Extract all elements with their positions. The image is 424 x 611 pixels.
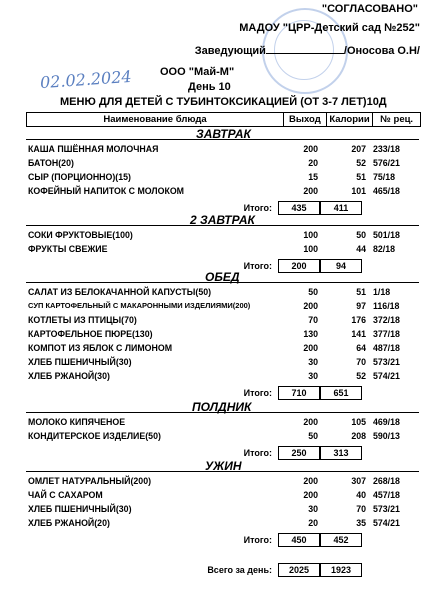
menu-row [28,431,420,443]
dish-name: СОКИ ФРУКТОВЫЕ(100) [28,230,133,240]
menu-row [28,504,420,516]
dish-weight: 100 [303,244,318,254]
dish-kcal: 52 [356,158,366,168]
menu-row [28,476,420,488]
section-divider [26,139,419,140]
dish-weight: 200 [303,343,318,353]
dish-name: КАША ПШЁННАЯ МОЛОЧНАЯ [28,144,159,154]
dish-kcal: 40 [356,490,366,500]
total-kcal: 411 [320,201,362,215]
dish-weight: 20 [308,158,318,168]
director-line [195,45,420,57]
dish-weight: 200 [303,301,318,311]
dish-kcal: 101 [351,186,366,196]
dish-weight: 30 [308,371,318,381]
menu-row [28,518,420,530]
dish-rec: 75/18 [373,172,396,182]
total-label: Итого: [243,261,272,271]
dish-weight: 30 [308,357,318,367]
menu-row [28,230,420,242]
menu-row [28,371,420,383]
total-weight: 450 [278,533,320,547]
dish-kcal: 207 [351,144,366,154]
dish-weight: 50 [308,287,318,297]
dish-kcal: 141 [351,329,366,339]
total-weight: 435 [278,201,320,215]
menu-row [28,287,420,299]
menu-row [28,490,420,502]
dish-rec: 573/21 [373,357,400,367]
dish-kcal: 64 [356,343,366,353]
section-divider [26,225,419,226]
dish-weight: 70 [308,315,318,325]
dish-name: ХЛЕБ РЖАНОЙ(30) [28,371,110,381]
dish-name: КОТЛЕТЫ ИЗ ПТИЦЫ(70) [28,315,137,325]
total-weight: 710 [278,386,320,400]
dish-rec: 501/18 [373,230,400,240]
dish-rec: 268/18 [373,476,400,486]
dish-name: КОНДИТЕРСКОЕ ИЗДЕЛИЕ(50) [28,431,161,441]
dish-rec: 487/18 [373,343,400,353]
dish-rec: 469/18 [373,417,400,427]
section-divider [26,412,419,413]
menu-row [28,343,420,355]
dish-name: МОЛОКО КИПЯЧЕНОЕ [28,417,126,427]
total-kcal: 651 [320,386,362,400]
dish-kcal: 70 [356,504,366,514]
menu-row [28,186,420,198]
dish-kcal: 105 [351,417,366,427]
meal-total [200,446,370,460]
dish-weight: 200 [303,186,318,196]
dish-weight: 50 [308,431,318,441]
dish-kcal: 176 [351,315,366,325]
dish-rec: 465/18 [373,186,400,196]
dish-rec: 573/21 [373,504,400,514]
meal-title: ПОЛДНИК [192,400,252,414]
meal-total [200,386,370,400]
section-divider [26,471,419,472]
handwritten-date: 02.02.2024 [39,66,133,93]
dish-weight: 100 [303,230,318,240]
dish-kcal: 208 [351,431,366,441]
dish-rec: 590/13 [373,431,400,441]
menu-row [28,244,420,256]
dish-name: ЧАЙ С САХАРОМ [28,490,103,500]
dish-name: КАРТОФЕЛЬНОЕ ПЮРЕ(130) [28,329,153,339]
organization-name: МАДОУ "ЦРР-Детский сад №252" [239,22,420,34]
col-name: Наименование блюда [27,113,284,126]
dish-name: САЛАТ ИЗ БЕЛОКАЧАННОЙ КАПУСТЫ(50) [28,287,212,297]
dish-name: ХЛЕБ ПШЕНИЧНЫЙ(30) [28,504,132,514]
total-label: Итого: [243,388,272,398]
dish-rec: 574/21 [373,371,400,381]
day-total-label: Всего за день: [207,565,272,575]
day-total-weight: 2025 [278,563,320,577]
total-label: Итого: [243,448,272,458]
menu-row [28,144,420,156]
dish-name: СЫР (ПОРЦИОННО)(15) [28,172,131,182]
dish-weight: 130 [303,329,318,339]
dish-kcal: 51 [356,172,366,182]
dish-weight: 200 [303,144,318,154]
approval-label: "СОГЛАСОВАНО" [321,3,418,15]
col-kcal: Калории [327,113,374,126]
dish-rec: 574/21 [373,518,400,528]
dish-rec: 233/18 [373,144,400,154]
dish-weight: 30 [308,504,318,514]
total-kcal: 313 [320,446,362,460]
total-weight: 250 [278,446,320,460]
dish-rec: 457/18 [373,490,400,500]
meal-title: 2 ЗАВТРАК [190,213,255,227]
dish-weight: 200 [303,490,318,500]
director-title: Заведующий [194,45,266,57]
dish-rec: 377/18 [373,329,400,339]
dish-weight: 15 [308,172,318,182]
menu-title: МЕНЮ ДЛЯ ДЕТЕЙ С ТУБИНТОКСИКАЦИЕЙ (ОТ 3-7 ЛЕТ)10Д [60,96,387,108]
menu-row [28,158,420,170]
dish-kcal: 52 [356,371,366,381]
dish-kcal: 50 [356,230,366,240]
col-recipe: № рец. [380,114,414,125]
col-weight: Выход [284,113,327,126]
dish-rec: 116/18 [373,301,400,311]
section-divider [26,282,419,283]
table-header [26,112,421,127]
dish-name: КОФЕЙНЫЙ НАПИТОК С МОЛОКОМ [28,186,184,196]
menu-row [28,357,420,369]
total-kcal: 94 [320,259,362,273]
dish-name: КОМПОТ ИЗ ЯБЛОК С ЛИМОНОМ [28,343,173,353]
dish-kcal: 307 [351,476,366,486]
menu-row [28,329,420,341]
menu-row [28,315,420,327]
meal-title: ОБЕД [205,270,240,284]
dish-weight: 20 [308,518,318,528]
meal-title: ЗАВТРАК [196,127,251,141]
director-name: /Оносова О.Н/ [343,45,420,57]
total-label: Итого: [243,535,272,545]
dish-rec: 82/18 [373,244,396,254]
menu-row [28,417,420,429]
dish-name: ХЛЕБ ПШЕНИЧНЫЙ(30) [28,357,132,367]
dish-name: ОМЛЕТ НАТУРАЛЬНЫЙ(200) [28,476,152,486]
day-total-kcal: 1923 [320,563,362,577]
meal-title: УЖИН [205,459,242,473]
dish-kcal: 97 [356,301,366,311]
dish-kcal: 44 [356,244,366,254]
dish-name: БАТОН(20) [28,158,74,168]
dish-kcal: 51 [356,287,366,297]
dish-rec: 576/21 [373,158,400,168]
company-name: ООО "Май-М" [160,66,235,78]
day-total [200,563,370,577]
dish-name: ХЛЕБ РЖАНОЙ(20) [28,518,110,528]
total-weight: 200 [278,259,320,273]
dish-weight: 200 [303,417,318,427]
dish-weight: 200 [303,476,318,486]
dish-kcal: 70 [356,357,366,367]
total-label: Итого: [243,203,272,213]
dish-name: СУП КАРТОФЕЛЬНЫЙ С МАКАРОННЫМИ ИЗДЕЛИЯМИ(200) [28,301,251,310]
dish-name: ФРУКТЫ СВЕЖИЕ [28,244,108,254]
dish-rec: 1/18 [373,287,391,297]
day-number: День 10 [188,81,231,93]
dish-kcal: 35 [356,518,366,528]
meal-total [200,533,370,547]
menu-row [28,301,420,313]
menu-row [28,172,420,184]
total-kcal: 452 [320,533,362,547]
dish-rec: 372/18 [373,315,400,325]
